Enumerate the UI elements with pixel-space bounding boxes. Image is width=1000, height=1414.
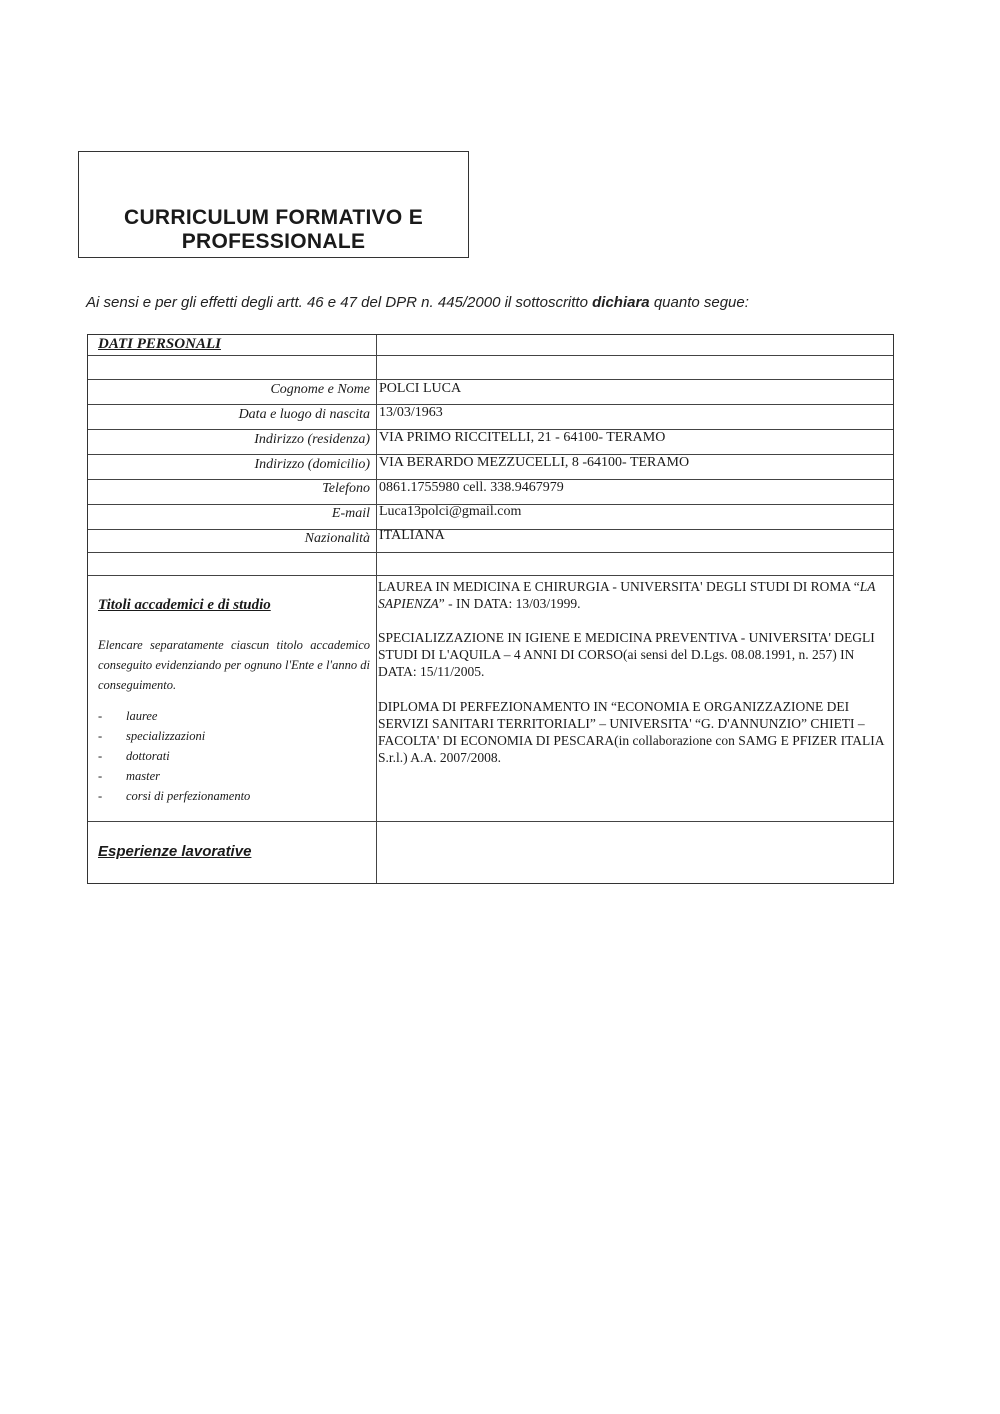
list-item: - master — [96, 766, 366, 786]
list-item: - dottorati — [96, 746, 366, 766]
row-divider — [88, 575, 893, 576]
intro-text-bold: dichiara — [592, 294, 650, 311]
academic-instructions: Elencare separatamente ciascun titolo accademico conseguito evidenziando per ognuno l'Ente e l'anno di conseguimento. — [98, 638, 370, 692]
row-divider — [88, 552, 893, 553]
document-title — [79, 206, 468, 254]
entry-emphasis: LA SAPIENZA — [378, 579, 876, 611]
value-name: POLCI LUCA — [379, 381, 462, 396]
entry-text: LAUREA IN MEDICINA E CHIRURGIA - UNIVERSITA' DEGLI STUDI DI ROMA “ — [378, 579, 860, 594]
list-item: - corsi di perfezionamento — [96, 786, 366, 806]
label-domicile: Indirizzo (domicilio) — [254, 457, 370, 472]
academic-entry-diploma: DIPLOMA DI PERFEZIONAMENTO IN “ECONOMIA E ORGANIZZAZIONE DEI SERVIZI SANITARI TERRITORIALI” – UNIVERSITA' “G. D'ANNUNZIO” CHIETI – FACOLTA' DI ECONOMIA DI PESCARA(in collaborazione con SAMG E PFIZER ITALIA S.r.l.) A.A. 2007/2008. — [378, 699, 884, 765]
academic-entry-laurea — [378, 578, 890, 612]
label-birth: Data e luogo di nascita — [238, 407, 370, 422]
intro-text-post: quanto segue: — [649, 294, 749, 311]
row-divider — [88, 355, 893, 356]
label-residence: Indirizzo (residenza) — [254, 432, 370, 447]
label-phone: Telefono — [322, 481, 370, 496]
value-residence: VIA PRIMO RICCITELLI, 21 - 64100- TERAMO — [379, 430, 666, 445]
cv-table — [87, 334, 894, 884]
personal-data-heading: DATI PERSONALI — [98, 336, 221, 352]
declaration-intro — [86, 294, 866, 311]
label-email: E-mail — [331, 506, 370, 521]
value-nationality: ITALIANA — [379, 528, 445, 543]
row-divider — [88, 404, 893, 405]
label-name: Cognome e Nome — [270, 382, 370, 397]
title-line-2: PROFESSIONALE — [181, 230, 366, 253]
column-divider — [376, 335, 377, 883]
academic-heading: Titoli accademici e di studio — [98, 597, 271, 613]
row-divider — [88, 821, 893, 822]
title-box — [78, 151, 469, 258]
value-phone: 0861.1755980 cell. 338.9467979 — [379, 480, 564, 495]
value-domicile: VIA BERARDO MEZZUCELLI, 8 -64100- TERAMO — [379, 455, 690, 470]
list-item: - specializzazioni — [96, 726, 366, 746]
entry-text-end: ” - IN DATA: 13/03/1999. — [438, 596, 581, 611]
row-divider — [88, 379, 893, 380]
work-experience-heading: Esperienze lavorative — [98, 843, 252, 860]
academic-title-types — [96, 706, 366, 806]
label-nationality: Nazionalità — [304, 531, 370, 546]
intro-text-pre: Ai sensi e per gli effetti degli artt. 46 e 47 del DPR n. 445/2000 il sottoscritto — [86, 294, 593, 311]
value-email: Luca13polci@gmail.com — [379, 504, 522, 519]
row-divider — [88, 529, 893, 530]
list-item: - lauree — [96, 706, 366, 726]
academic-entry-specializzazione: SPECIALIZZAZIONE IN IGIENE E MEDICINA PREVENTIVA - UNIVERSITA' DEGLI STUDI DI L'AQUILA – 4 ANNI DI CORSO(ai sensi del D.Lgs. 08.08.1991, n. 257) IN DATA: 15/11/2005. — [378, 630, 875, 679]
value-birth: 13/03/1963 — [379, 405, 443, 420]
title-line-1: CURRICULUM FORMATIVO E — [123, 206, 424, 229]
